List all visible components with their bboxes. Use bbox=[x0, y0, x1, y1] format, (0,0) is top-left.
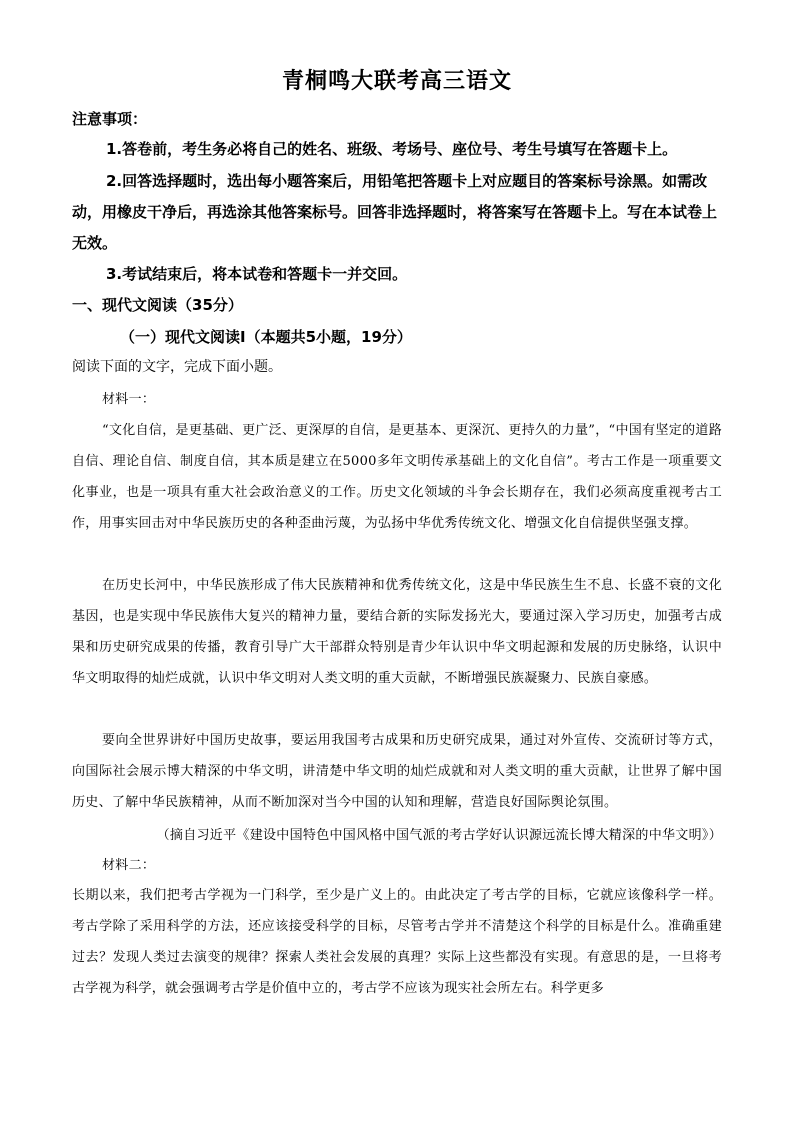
material-1-paragraph: 要向全世界讲好中国历史故事，要运用我国考古成果和历史研究成果，通过对外宣传、交流研讨等方式，向国际社会展示博大精深的中华文明，讲清楚中华文明的灿烂成就和对人类文明的重大贡献，让世界了解中国历史、了解中华民族精神，从而不断加深对当今中国的认知和理解，营造良好国际舆论氛围。 bbox=[72, 733, 722, 810]
material-1-paragraph: “文化自信，是更基础、更广泛、更深厚的自信，是更基本、更深沉、更持久的力量”，“中国有坚定的道路自信、理论自信、制度自信，其本质是建立在5000多年文明传承基础上的文化自信”。考古工作是一项重要文化事业，也是一项具有重大社会政治意义的工作。历史文化领域的斗争会长期存在，我们必须高度重视考古工作，用事实回击对中华民族历史的各种歪曲污蔑，为弘扬中华优秀传统文化、增强文化自信提供坚强支撑。 bbox=[72, 423, 722, 531]
material-2-paragraph: 长期以来，我们把考古学视为一门科学，至少是广义上的。由此决定了考古学的目标，它就应该像科学一样。考古学除了采用科学的方法，还应该接受科学的目标，尽管考古学并不清楚这个科学的目标是什么。准确重建过去？发现人类过去演变的规律？探索人类社会发展的真理？实际上这些都没有实现。有意思的是，一旦将考古学视为科学，就会强调考古学是价值中立的，考古学不应该为现实社会所左右。科学更多 bbox=[72, 888, 722, 996]
material-2-label: 材料二： bbox=[102, 858, 156, 873]
notice-item-1: 1.答卷前，考生务必将自己的姓名、班级、考场号、座位号、考生号填写在答题卡上。 bbox=[106, 140, 678, 158]
subsection-heading: （一）现代文阅读Ⅰ（本题共5小题，19分） bbox=[120, 328, 412, 346]
reading-instruction: 阅读下面的文字，完成下面小题。 bbox=[72, 359, 282, 375]
material-1-label: 材料一： bbox=[102, 392, 156, 407]
material-1-citation: （摘自习近平《建设中国特色中国风格中国气派的考古学好认识源远流长博大精深的中华文明》） bbox=[156, 828, 722, 843]
material-1-paragraph: 在历史长河中，中华民族形成了伟大民族精神和优秀传统文化，这是中华民族生生不息、长盛不衰的文化基因，也是实现中华民族伟大复兴的精神力量，要结合新的实际发扬光大，要通过深入学习历史，加强考古成果和历史研究成果的传播，教育引导广大干部群众特别是青少年认识中华文明起源和发展的历史脉络，认识中华文明取得的灿烂成就，认识中华文明对人类文明的重大贡献，不断增强民族凝聚力、民族自豪感。 bbox=[72, 578, 722, 686]
notice-heading: 注意事项： bbox=[72, 110, 148, 128]
page-title: 青桐鸣大联考高三语文 bbox=[281, 69, 512, 94]
notice-item-3: 3.考试结束后，将本试卷和答题卡一并交回。 bbox=[106, 265, 408, 283]
notice-item-2: 2.回答选择题时，选出每小题答案后，用铅笔把答题卡上对应题目的答案标号涂黑。如需改动，用橡皮干净后，再选涂其他答案标号。回答非选择题时，将答案写在答题卡上。写在本试卷上无效。 bbox=[72, 172, 718, 252]
section-heading: 一、现代文阅读（35分） bbox=[72, 296, 243, 314]
